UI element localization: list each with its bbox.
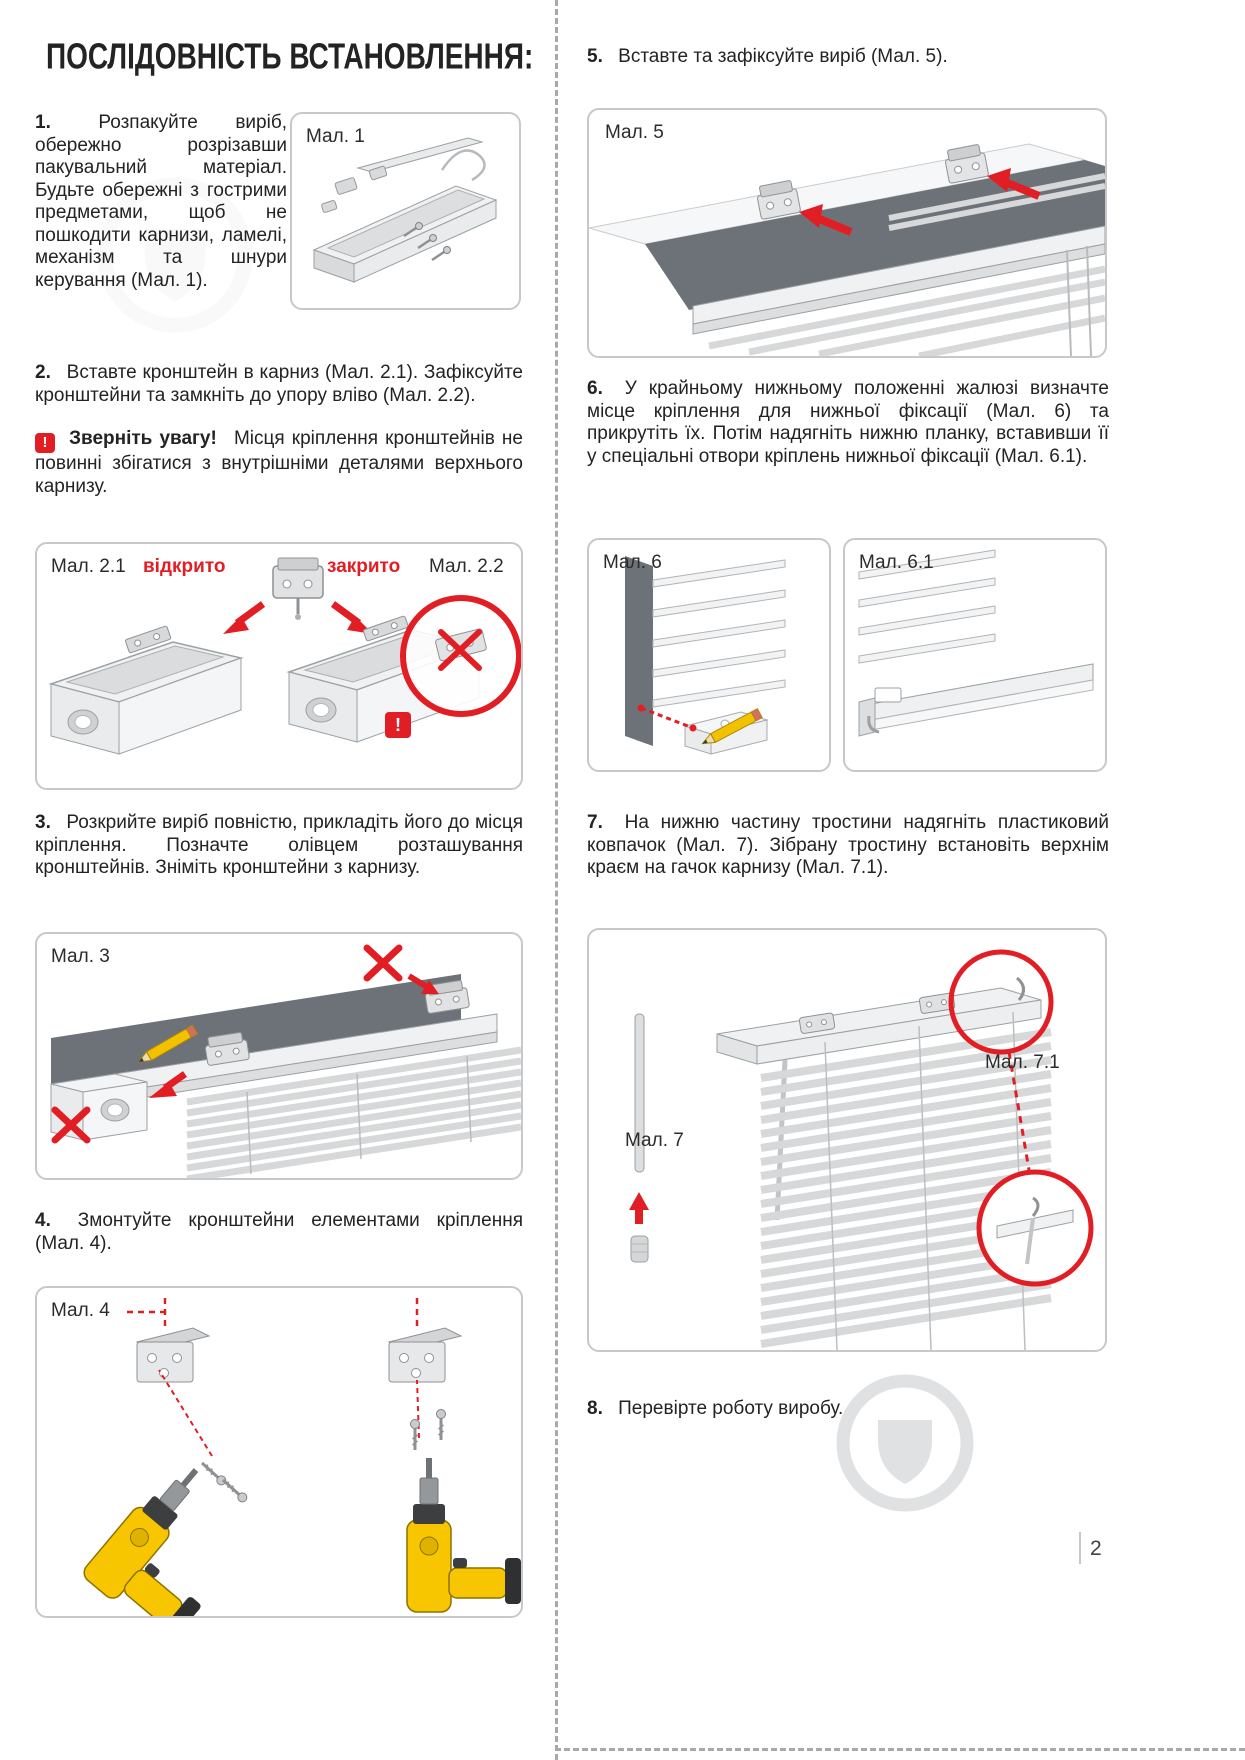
step-7 xyxy=(587,812,1109,880)
red-arrow-icon xyxy=(223,604,263,634)
figure-2-1-label: Мал. 2.1 xyxy=(51,556,126,577)
bracket-icon xyxy=(273,558,323,620)
step-8 xyxy=(587,1398,1109,1421)
warning-icon: ! xyxy=(35,433,55,453)
step-3-text: Розкрийте виріб повністю, прикладіть його до місця кріплення. Позначте олівцем розташування кронштейнів. Зніміть кронштейни з карнизу. xyxy=(35,812,524,878)
figure-3-label: Мал. 3 xyxy=(51,946,110,967)
warning-exclamation-badge: ! xyxy=(385,712,411,738)
fig2-illustration xyxy=(37,544,521,788)
step-4-text: Змонтуйте кронштейни елементами кріплення (Мал. 4). xyxy=(35,1210,523,1254)
plastic-cap xyxy=(631,1236,648,1262)
step-5-text: Вставте та зафіксуйте виріб (Мал. 5). xyxy=(618,46,948,67)
figure-5-label: Мал. 5 xyxy=(605,122,664,143)
figure-1-label: Мал. 1 xyxy=(306,126,365,147)
step-4-number: 4. xyxy=(35,1210,51,1231)
page-number-divider xyxy=(1079,1532,1081,1564)
column-divider xyxy=(555,0,558,1760)
fig5-illustration xyxy=(589,110,1105,356)
fig4-illustration xyxy=(37,1288,521,1616)
fig3-illustration xyxy=(37,934,521,1178)
step-6-number: 6. xyxy=(587,378,603,399)
window-frame xyxy=(625,556,653,746)
red-dashed-guide xyxy=(417,1380,419,1438)
figure-3 xyxy=(35,932,523,1180)
page-title: ПОСЛІДОВНІСТЬ ВСТАНОВЛЕННЯ: xyxy=(46,36,534,77)
watermark-logo xyxy=(830,1368,980,1518)
step-2-text: Вставте кронштейн в карниз (Мал. 2.1). Зафіксуйте кронштейни та замкніть до упору вліво (Мал. 2.2). xyxy=(35,362,523,406)
bracket-icon xyxy=(755,180,801,220)
fig61-illustration xyxy=(845,540,1105,770)
red-dashed-guide xyxy=(127,1298,165,1326)
figure-6-label: Мал. 6 xyxy=(603,552,662,573)
step-5 xyxy=(587,46,1107,69)
bracket-icon xyxy=(943,144,989,184)
step-1-text: Розпакуйте виріб, обережно розрізавши пакувальний матеріал. Будьте обережні з гострими предметами, щоб не пошкодити карнизи, ламелі, механізм та шнури керування (Мал. 1). xyxy=(35,112,287,291)
fig6-illustration xyxy=(589,540,829,770)
step-1-number: 1. xyxy=(35,112,51,133)
step-8-number: 8. xyxy=(587,1398,603,1419)
page-number: 2 xyxy=(1090,1537,1102,1560)
cord xyxy=(442,150,485,180)
watermark-glyph xyxy=(830,1368,980,1518)
figure-5 xyxy=(587,108,1107,358)
screw-icon xyxy=(220,1477,249,1504)
open-label: відкрито xyxy=(143,556,226,577)
figure-2 xyxy=(35,542,523,790)
step-5-number: 5. xyxy=(587,46,603,67)
step-4 xyxy=(35,1210,523,1255)
figure-4 xyxy=(35,1286,523,1618)
figure-2-2-label: Мал. 2.2 xyxy=(429,556,504,577)
red-circle-highlight xyxy=(403,598,519,714)
warning-title: Зверніть увагу! xyxy=(69,428,217,449)
closed-label: закрито xyxy=(327,556,401,577)
step-7-number: 7. xyxy=(587,812,603,833)
warning-text: Місця кріплення кронштейнів не повинні збігатися з внутрішніми деталями верхнього карнизу. xyxy=(35,428,523,497)
louver-slats xyxy=(653,560,785,707)
drill-icon xyxy=(407,1458,521,1612)
bottom-divider xyxy=(555,1748,1245,1751)
red-x-icon xyxy=(367,948,399,978)
step-6-text: У крайньому нижньому положенні жалюзі визначте місце кріплення для нижньої фіксації (Мал. 6) та прикрутіть їх. Потім надягніть нижню планку, вставивши її у спеціальні отвори кріплень нижньої фіксації (Мал. 6.1). xyxy=(587,378,1109,467)
figure-4-label: Мал. 4 xyxy=(51,1300,110,1321)
red-arrow-icon xyxy=(629,1192,649,1224)
bracket-icon xyxy=(389,1328,461,1382)
step-7-text: На нижню частину тростини надягніть пластиковий ковпачок (Мал. 7). Зібрану тростину встановіть верхнім краєм на гачок карнизу (Мал. 7.1). xyxy=(587,812,1110,878)
red-dashed-guide xyxy=(159,1370,212,1456)
figure-6-1 xyxy=(843,538,1107,772)
figure-6 xyxy=(587,538,831,772)
figure-7-label: Мал. 7 xyxy=(625,1130,684,1151)
step-1 xyxy=(35,112,287,292)
step-2-number: 2. xyxy=(35,362,51,383)
step-8-text: Перевірте роботу виробу. xyxy=(618,1398,844,1419)
step-3-number: 3. xyxy=(35,812,51,833)
drill-icon xyxy=(80,1456,266,1616)
step-3 xyxy=(35,812,523,880)
figure-6-1-label: Мал. 6.1 xyxy=(859,552,934,573)
step-2 xyxy=(35,362,523,407)
control-wand xyxy=(777,1060,785,1220)
figure-7 xyxy=(587,928,1107,1352)
figure-1 xyxy=(290,112,521,310)
screw-icon xyxy=(437,1410,446,1441)
figure-7-1-label: Мал. 7.1 xyxy=(985,1052,1060,1073)
step-2-warning xyxy=(35,428,523,498)
red-circle-highlight xyxy=(979,1172,1091,1284)
small-parts xyxy=(321,166,387,213)
step-6 xyxy=(587,378,1109,468)
headrail-open xyxy=(51,626,241,754)
screw-icon xyxy=(199,1460,228,1487)
bracket-icon xyxy=(137,1328,209,1382)
